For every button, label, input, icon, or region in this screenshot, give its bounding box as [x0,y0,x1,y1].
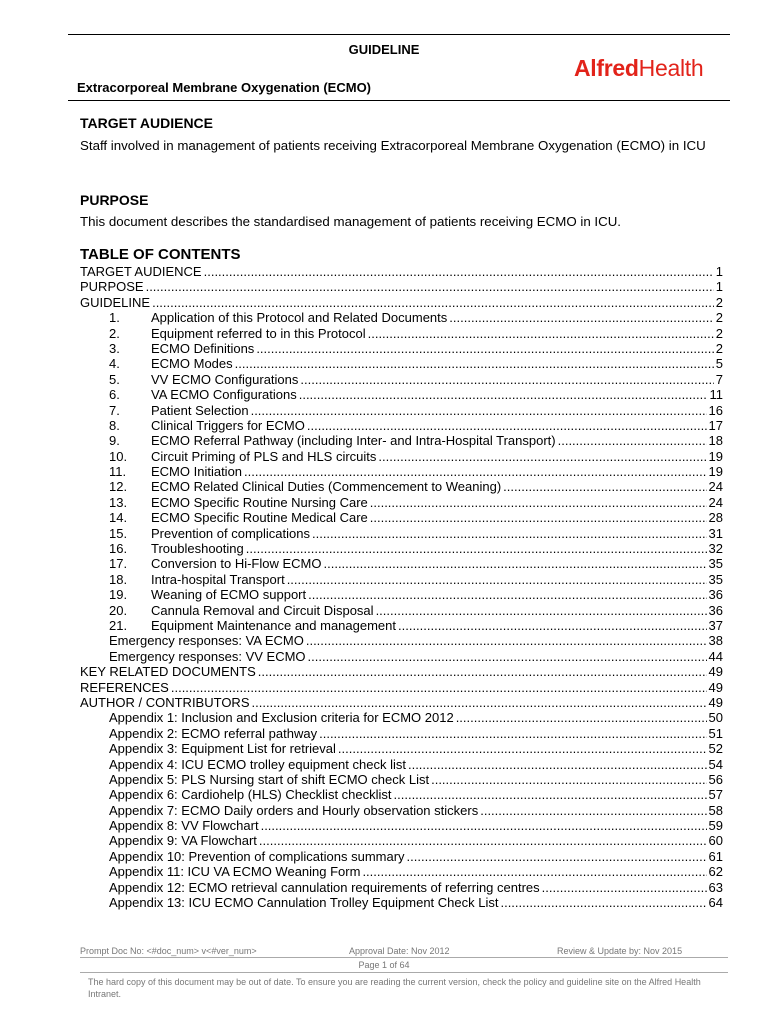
toc-entry-page: 2 [715,310,723,326]
toc-entry[interactable] [80,449,723,464]
toc-entry-number: 19. [109,587,128,603]
toc-dot-leader [408,757,707,772]
toc-entry[interactable] [80,664,723,679]
toc-dot-leader [152,295,714,310]
footer-prompt-doc: Prompt Doc No: <#doc_num> v<#ver_num> [80,946,257,956]
toc-entry-page: 35 [708,556,723,572]
toc-entry-number: 4. [109,356,120,372]
toc-entry[interactable] [80,880,723,895]
toc-entry[interactable] [80,603,723,618]
toc-entry-label: Appendix 5: PLS Nursing start of shift ECMO check List [109,771,430,787]
toc-dot-leader [307,418,707,433]
toc-entry-page: 2 [715,294,723,310]
toc-entry-label: Appendix 10: Prevention of complications summary [109,848,405,864]
toc-entry-page: 64 [708,895,723,911]
toc-entry-number: 14. [109,510,128,526]
toc-entry-page: 50 [708,710,723,726]
toc-dot-leader [256,341,713,356]
toc-entry[interactable] [80,787,723,802]
toc-entry-page: 49 [708,664,723,680]
header-top-rule [68,34,730,35]
toc-entry-number: 1. [109,310,120,326]
toc-entry[interactable] [80,495,723,510]
toc-entry-number: 16. [109,541,128,557]
toc-entry[interactable] [80,680,723,695]
toc-entry-label: Appendix 2: ECMO referral pathway [109,725,318,741]
footer-approval-date: Approval Date: Nov 2012 [349,946,450,956]
toc-entry-label: Conversion to Hi-Flow ECMO [151,556,322,572]
toc-entry-label: Equipment referred to in this Protocol [151,325,366,341]
toc-entry-page: 16 [708,402,723,418]
toc-entry-label: Application of this Protocol and Related Documents [151,310,448,326]
toc-entry-page: 28 [708,510,723,526]
toc-entry-label: Equipment Maintenance and management [151,617,396,633]
document-type-label: GUIDELINE [348,42,420,57]
toc-entry[interactable] [80,695,723,710]
target-audience-text: Staff involved in management of patients receiving Extracorporeal Membrane Oxygenation (ECMO) in ICU [80,138,706,153]
toc-entry-number: 3. [109,340,120,356]
toc-entry-label: Patient Selection [151,402,249,418]
toc-entry-page: 2 [715,340,723,356]
toc-entry-label: Appendix 12: ECMO retrieval cannulation requirements of referring centres [109,879,540,895]
footer-review-date: Review & Update by: Nov 2015 [557,946,683,956]
toc-entry[interactable] [80,726,723,741]
toc-dot-leader [370,495,707,510]
toc-dot-leader [542,880,707,895]
toc-dot-leader [500,895,706,910]
toc-dot-leader [324,556,707,571]
toc-entry-label: VV ECMO Configurations [151,371,299,387]
toc-entry-page: 17 [708,417,723,433]
toc-dot-leader [503,479,706,494]
toc-entry-label: REFERENCES [80,679,169,695]
toc-entry-label: Appendix 8: VV Flowchart [109,818,259,834]
toc-entry-label: Appendix 13: ICU ECMO Cannulation Trolley Equipment Check List [109,895,499,911]
toc-entry[interactable] [80,479,723,494]
toc-entry-page: 7 [715,371,723,387]
toc-entry-number: 7. [109,402,120,418]
toc-heading: TABLE OF CONTENTS [80,246,241,263]
toc-entry-label: Appendix 9: VA Flowchart [109,833,257,849]
toc-entry-page: 44 [708,648,723,664]
toc-dot-leader [362,864,706,879]
toc-entry-page: 24 [708,494,723,510]
toc-entry-label: KEY RELATED DOCUMENTS [80,664,256,680]
toc-entry-page: 54 [708,756,723,772]
toc-entry-number: 20. [109,602,128,618]
toc-dot-leader [338,741,707,756]
toc-entry[interactable] [80,356,723,371]
toc-entry-label: Emergency responses: VA ECMO [109,633,304,649]
toc-entry-number: 12. [109,479,128,495]
toc-entry-page: 37 [708,617,723,633]
toc-dot-leader [407,849,707,864]
toc-entry-label: Intra-hospital Transport [151,571,285,587]
toc-entry[interactable] [80,741,723,756]
toc-dot-leader [244,464,706,479]
toc-entry[interactable] [80,649,723,664]
toc-entry-page: 52 [708,741,723,757]
toc-entry-label: Clinical Triggers for ECMO [151,417,305,433]
toc-entry-page: 38 [708,633,723,649]
toc-entry-label: Cannula Removal and Circuit Disposal [151,602,374,618]
toc-entry-page: 31 [708,525,723,541]
toc-entry[interactable] [80,556,723,571]
toc-entry-page: 59 [708,818,723,834]
toc-dot-leader [456,710,707,725]
toc-entry-page: 62 [708,864,723,880]
toc-dot-leader [252,695,707,710]
toc-entry-number: 18. [109,571,128,587]
toc-entry-page: 11 [709,387,723,403]
toc-entry-page: 36 [708,587,723,603]
toc-dot-leader [259,833,707,848]
toc-entry-label: Weaning of ECMO support [151,587,307,603]
toc-dot-leader [171,680,707,695]
toc-entry[interactable] [80,433,723,448]
toc-entry-page: 60 [708,833,723,849]
toc-dot-leader [378,449,706,464]
toc-entry-label: GUIDELINE [80,294,151,310]
toc-dot-leader [480,803,706,818]
toc-dot-leader [312,526,707,541]
toc-entry-label: ECMO Specific Routine Medical Care [151,510,368,526]
toc-entry-page: 51 [708,725,723,741]
toc-entry-page: 36 [708,602,723,618]
toc-entry-number: 15. [109,525,128,541]
toc-entry-label: Appendix 4: ICU ECMO trolley equipment check list [109,756,406,772]
toc-entry-page: 58 [708,802,723,818]
toc-entry[interactable] [80,464,723,479]
toc-dot-leader [251,403,707,418]
toc-entry-label: PURPOSE [80,279,144,295]
toc-entry[interactable] [80,279,723,294]
toc-entry[interactable] [80,541,723,556]
alfred-health-logo [574,55,703,82]
toc-entry-number: 6. [109,387,120,403]
toc-entry-page: 1 [715,279,723,295]
toc-entry[interactable] [80,833,723,848]
toc-entry-page: 61 [708,848,723,864]
toc-entry[interactable] [80,818,723,833]
toc-entry-label: Appendix 7: ECMO Daily orders and Hourly observation stickers [109,802,479,818]
toc-entry-label: Troubleshooting [151,541,244,557]
toc-entry-page: 5 [715,356,723,372]
toc-dot-leader [431,772,706,787]
toc-entry-label: Emergency responses: VV ECMO [109,648,306,664]
toc-entry-label: ECMO Initiation [151,464,243,480]
toc-entry[interactable] [80,895,723,910]
toc-entry[interactable] [80,572,723,587]
toc-entry[interactable] [80,803,723,818]
toc-entry[interactable] [80,372,723,387]
toc-entry-page: 24 [708,479,723,495]
purpose-heading: PURPOSE [80,192,149,208]
toc-entry[interactable] [80,295,723,310]
toc-entry-page: 49 [708,679,723,695]
toc-entry-number: 8. [109,417,120,433]
toc-dot-leader [308,649,707,664]
toc-dot-leader [146,279,714,294]
toc-entry-label: Circuit Priming of PLS and HLS circuits [151,448,377,464]
logo-part-health: Health [638,55,704,81]
toc-entry[interactable] [80,633,723,648]
toc-entry-label: ECMO Specific Routine Nursing Care [151,494,368,510]
toc-entry-page: 19 [708,464,723,480]
toc-entry[interactable] [80,587,723,602]
toc-dot-leader [261,818,707,833]
toc-entry[interactable] [80,526,723,541]
footer-rule-2 [80,972,728,973]
toc-entry-label: Prevention of complications [151,525,310,541]
toc-entry-label: TARGET AUDIENCE [80,264,202,279]
toc-entry-page: 18 [708,433,723,449]
toc-entry-label: Appendix 3: Equipment List for retrieval [109,741,336,757]
toc-entry-label: ECMO Referral Pathway (including Inter- and Intra-Hospital Transport) [151,433,556,449]
toc-entry-label: Appendix 1: Inclusion and Exclusion criteria for ECMO 2012 [109,710,454,726]
toc-entry-page: 1 [715,264,723,279]
logo-part-alfred: Alfred [574,55,639,81]
toc-dot-leader [394,787,707,802]
toc-entry-label: VA ECMO Configurations [151,387,297,403]
toc-dot-leader [235,356,714,371]
header-bottom-rule [68,100,730,101]
toc-entry-number: 5. [109,371,120,387]
toc-entry-page: 35 [708,571,723,587]
toc-dot-leader [558,433,707,448]
toc-entry[interactable] [80,387,723,402]
footer-disclaimer: The hard copy of this document may be out of date. To ensure you are reading the current version, check the policy and guideline site on the Alfred Health Intranet. [88,977,701,999]
toc-entry[interactable] [80,772,723,787]
purpose-text: This document describes the standardised management of patients receiving ECMO in ICU. [80,214,622,229]
toc-entry-number: 2. [109,325,120,341]
toc-entry-page: 56 [708,771,723,787]
toc-entry-number: 11. [109,464,127,480]
toc-entry-label: Appendix 11: ICU VA ECMO Weaning Form [109,864,361,880]
toc-entry[interactable] [80,326,723,341]
toc-entry[interactable] [80,864,723,879]
toc-entry[interactable] [80,757,723,772]
toc-entry-label: Appendix 6: Cardiohelp (HLS) Checklist checklist [109,787,392,803]
toc-dot-leader [376,603,707,618]
toc-entry[interactable] [80,710,723,725]
document-title: Extracorporeal Membrane Oxygenation (ECMO) [77,80,372,95]
toc-entry-number: 17. [109,556,128,572]
toc-dot-leader [306,633,707,648]
toc-entry-page: 49 [708,694,723,710]
toc-dot-leader [368,326,714,341]
toc-entry-number: 10. [109,448,128,464]
toc-dot-leader [204,264,714,279]
toc-dot-leader [398,618,707,633]
toc-entry[interactable] [80,510,723,525]
footer-rule [80,957,728,958]
toc-entry[interactable] [80,310,723,325]
toc-entry[interactable] [80,418,723,433]
toc-entry-number: 21. [109,617,128,633]
toc-entry-page: 32 [708,541,723,557]
toc-entry[interactable] [80,341,723,356]
table-of-contents [80,264,723,910]
toc-dot-leader [287,572,707,587]
toc-dot-leader [449,310,713,325]
toc-entry[interactable] [80,618,723,633]
toc-dot-leader [308,587,706,602]
toc-entry-page: 2 [715,325,723,341]
toc-entry-number: 13. [109,494,128,510]
toc-entry[interactable] [80,264,723,279]
toc-entry-label: ECMO Modes [151,356,233,372]
toc-dot-leader [300,372,713,387]
toc-dot-leader [246,541,707,556]
toc-entry-label: ECMO Definitions [151,340,255,356]
toc-entry[interactable] [80,849,723,864]
toc-entry-page: 57 [708,787,723,803]
target-audience-heading: TARGET AUDIENCE [80,115,213,131]
toc-dot-leader [299,387,708,402]
toc-entry[interactable] [80,403,723,418]
toc-entry-number: 9. [109,433,120,449]
toc-dot-leader [258,664,707,679]
toc-entry-label: ECMO Related Clinical Duties (Commencement to Weaning) [151,479,502,495]
toc-entry-label: AUTHOR / CONTRIBUTORS [80,694,250,710]
toc-entry-page: 63 [708,879,723,895]
toc-dot-leader [370,510,707,525]
toc-dot-leader [319,726,706,741]
toc-entry-page: 19 [708,448,723,464]
footer-page-number: Page 1 of 64 [358,960,410,970]
